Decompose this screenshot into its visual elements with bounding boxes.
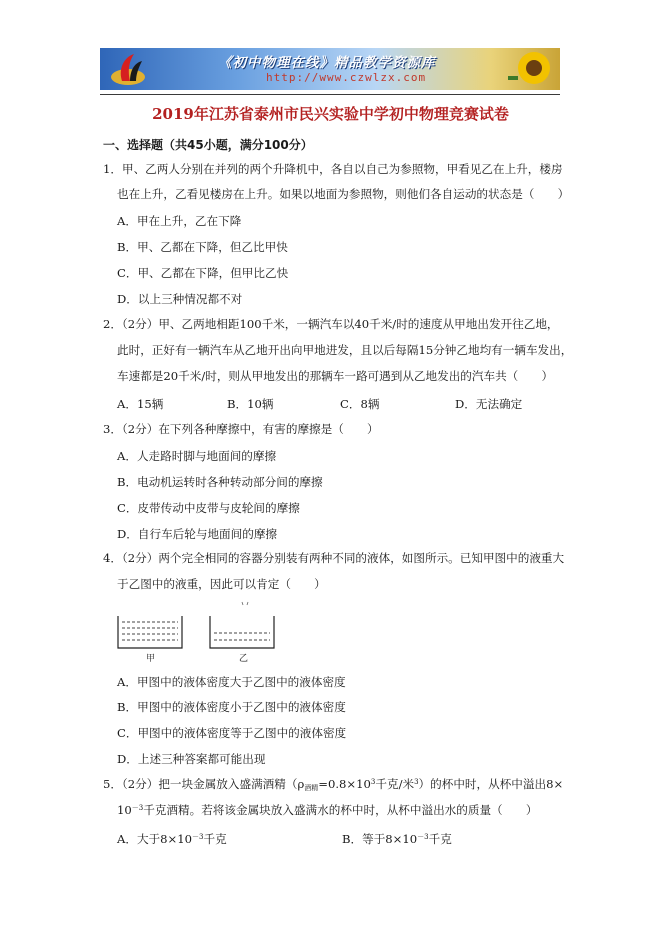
question-2-line-1: 2．（2分）甲、乙两地相距100千米，一辆汽车以40千米/时的速度从甲地出发开往乙地， (103, 317, 559, 331)
question-4-option-b: B．甲图中的液体密度小于乙图中的液体密度 (117, 700, 346, 714)
figure-label-jia: 甲 (146, 654, 156, 664)
question-5-line-2: $10^{-3}$千克酒精。若将该金属块放入盛满水的杯中时，从杯中溢出水的质量（ ） (117, 803, 538, 817)
question-3-option-b: B．电动机运转时各种转动部分间的摩擦 (117, 475, 323, 489)
question-5-option-b: B．等于$8\times 10^{-3}$千克 (342, 832, 452, 846)
question-1-option-a: A．甲在上升，乙在下降 (117, 214, 242, 228)
question-1-option-d: D．以上三种情况都不对 (117, 292, 243, 306)
containers-diagram (110, 600, 280, 664)
figure-label-yi: 乙 (239, 654, 249, 664)
question-1-line-2: 也在上升，乙看见楼房在上升。如果以地面为参照物，则他们各自运动的状态是（ ） (117, 187, 570, 201)
question-2-option-b: B．10辆 (227, 397, 274, 411)
sunflower-icon (504, 50, 556, 88)
question-1-option-c: C．甲、乙都在下降，但甲比乙快 (117, 266, 289, 280)
document-title: 2019年江苏省泰州市民兴实验中学初中物理竞赛试卷 (152, 105, 509, 123)
question-2-option-a: A．15辆 (117, 397, 164, 411)
question-2-line-3: 车速都是20千米/时，则从甲地发出的那辆车一路可遇到从乙地发出的汽车共（ ） (117, 369, 554, 383)
question-4-option-c: C．甲图中的液体密度等于乙图中的液体密度 (117, 726, 347, 740)
header-rule (100, 94, 560, 95)
question-2-option-c: C．8辆 (340, 397, 380, 411)
question-3-option-d: D．自行车后轮与地面间的摩擦 (117, 527, 278, 541)
question-4-option-d: D．上述三种答案都可能出现 (117, 752, 266, 766)
banner-title: 《初中物理在线》精品教学资源库 (218, 55, 436, 71)
question-4-line-2: 于乙图中的液重，因此可以肯定（ ） (117, 577, 326, 591)
containers-figure (110, 600, 280, 664)
section-heading: 一、选择题（共45小题，满分100分） (103, 138, 313, 152)
question-4-line-1: 4．（2分）两个完全相同的容器分别装有两种不同的液体，如图所示。已知甲图中的液重大 (103, 551, 565, 565)
question-3-line-1: 3．（2分）在下列各种摩擦中，有害的摩擦是（ ） (103, 422, 379, 436)
question-3-option-c: C．皮带传动中皮带与皮轮间的摩擦 (117, 501, 300, 515)
question-2-line-2: 此时，正好有一辆汽车从乙地开出向甲地进发，且以后每隔15分钟乙地均有一辆车发出， (117, 343, 573, 357)
question-4-option-a: A．甲图中的液体密度大于乙图中的液体密度 (117, 675, 346, 689)
banner-url[interactable]: http://www.czwlzx.com (266, 71, 427, 84)
question-1-line-1: 1．甲、乙两人分别在并列的两个升降机中，各自以自己为参照物，甲看见乙在上升，楼房 (103, 162, 563, 176)
site-logo-icon (108, 51, 148, 87)
header-banner (100, 48, 560, 90)
question-5-line-1: 5．（2分）把一块金属放入盛满酒精（$\rho_{酒精}=0.8\times 10^3$千克/米$^3$）的杯中时，从杯中溢出8× (103, 777, 564, 792)
question-1-option-b: B．甲、乙都在下降，但乙比甲快 (117, 240, 288, 254)
question-2-option-d: D．无法确定 (455, 397, 523, 411)
question-3-option-a: A．人走路时脚与地面间的摩擦 (117, 449, 277, 463)
question-5-option-a: A．大于$8\times 10^{-3}$千克 (117, 832, 227, 846)
